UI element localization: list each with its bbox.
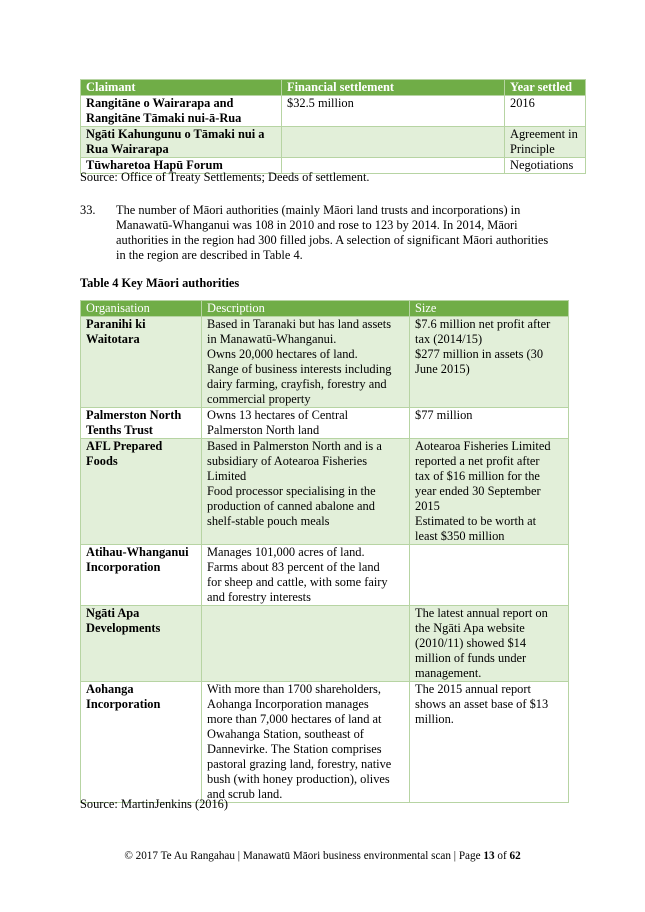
table-row <box>81 127 586 158</box>
cell-text: Aotearoa Fisheries Limited <box>415 439 551 453</box>
organisation-cell <box>81 439 202 545</box>
cell-text: more than 7,000 hectares of land at <box>207 712 382 726</box>
cell-text: year ended 30 September <box>415 484 541 498</box>
cell-text: June 2015) <box>415 362 470 376</box>
cell-text: Agreement in <box>510 127 578 141</box>
settlements-source: Source: Office of Treaty Settlements; Deeds of settlement. <box>80 170 370 184</box>
cell-text: Rangitāne o Wairarapa and <box>86 96 234 110</box>
footer-of: of <box>494 850 510 862</box>
paragraph-line: Manawatū-Whanganui was 108 in 2010 and rose to 123 by 2014. In 2014, Māori <box>116 218 518 232</box>
claimant-cell <box>81 96 282 127</box>
table-row <box>81 606 569 682</box>
cell-text: Range of business interests including <box>207 362 392 376</box>
cell-text: Owahanga Station, southeast of <box>207 727 364 741</box>
cell-text: $77 million <box>415 408 473 422</box>
cell-text: shows an asset base of $13 <box>415 697 549 711</box>
cell-text: Negotiations <box>510 158 574 172</box>
cell-text: million of funds under <box>415 651 527 665</box>
description-cell <box>202 439 410 545</box>
cell-text: AFL Prepared <box>86 439 163 453</box>
table-caption: Table 4 Key Māori authorities <box>80 276 240 290</box>
cell-text: With more than 1700 shareholders, <box>207 682 381 696</box>
organisation-cell <box>81 545 202 606</box>
cell-text: million. <box>415 712 454 726</box>
table-row <box>81 317 569 408</box>
cell-text: reported a net profit after <box>415 454 540 468</box>
cell-text: 2016 <box>510 96 535 110</box>
table-row <box>81 682 569 803</box>
paragraph-line: authorities in the region had 300 filled jobs. A selection of significant Māori authorities <box>116 233 549 247</box>
cell-text: shelf-stable pouch meals <box>207 514 330 528</box>
cell-text: dairy farming, crayfish, forestry and <box>207 377 387 391</box>
cell-text: Ngāti Kahungunu o Tāmaki nui a <box>86 127 265 141</box>
table-row <box>81 439 569 545</box>
year-cell <box>505 127 586 158</box>
page-number: 13 <box>483 850 495 862</box>
cell-text: Manages 101,000 acres of land. <box>207 545 365 559</box>
size-cell <box>410 606 569 682</box>
paragraph-line: in the region are described in Table 4. <box>116 248 303 262</box>
cell-text: Rua Wairarapa <box>86 142 169 156</box>
size-cell <box>410 439 569 545</box>
header-financial-settlement: Financial settlement <box>282 80 505 96</box>
description-cell <box>202 408 410 439</box>
cell-text: and forestry interests <box>207 590 311 604</box>
cell-text: least $350 million <box>415 529 505 543</box>
cell-text: Tūwharetoa Hapū Forum <box>86 158 223 172</box>
year-cell <box>505 96 586 127</box>
paragraph-text <box>116 203 576 263</box>
cell-text: in Manawatū-Whanganui. <box>207 332 337 346</box>
settlements-header-row <box>81 80 586 96</box>
organisation-cell <box>81 408 202 439</box>
cell-text: Based in Palmerston North and is a <box>207 439 382 453</box>
cell-text: tax (2014/15) <box>415 332 483 346</box>
header-year-settled: Year settled <box>505 80 586 96</box>
table4-source: Source: MartinJenkins (2016) <box>80 797 228 811</box>
header-claimant: Claimant <box>81 80 282 96</box>
cell-text: Based in Taranaki but has land assets <box>207 317 392 331</box>
description-cell <box>202 317 410 408</box>
cell-text: bush (with honey production), olives <box>207 772 390 786</box>
cell-text: Owns 13 hectares of Central <box>207 408 349 422</box>
cell-text: Ngāti Apa <box>86 606 140 620</box>
page-total: 62 <box>509 850 521 862</box>
cell-text: Incorporation <box>86 697 161 711</box>
cell-text: Aohanga Incorporation manages <box>207 697 369 711</box>
cell-text: The 2015 annual report <box>415 682 531 696</box>
cell-text: for sheep and cattle, with some fairy <box>207 575 388 589</box>
page-footer <box>0 849 645 864</box>
cell-text: commercial property <box>207 392 311 406</box>
header-description: Description <box>202 301 410 317</box>
year-cell <box>505 158 586 174</box>
settlements-table <box>80 79 586 174</box>
cell-text: Owns 20,000 hectares of land. <box>207 347 358 361</box>
table-row <box>81 545 569 606</box>
financial-cell <box>282 127 505 158</box>
cell-text: Dannevirke. The Station comprises <box>207 742 382 756</box>
key-maori-authorities-table <box>80 300 569 803</box>
cell-text: The latest annual report on <box>415 606 548 620</box>
cell-text: $7.6 million net profit after <box>415 317 551 331</box>
table-row <box>81 96 586 127</box>
organisation-cell <box>81 606 202 682</box>
size-cell <box>410 317 569 408</box>
cell-text: Rangitāne Tāmaki nui-ā-Rua <box>86 111 242 125</box>
cell-text: and scrub land. <box>207 787 283 801</box>
financial-cell: $32.5 million <box>282 96 505 127</box>
cell-text: management. <box>415 666 482 680</box>
footer-text: © 2017 Te Au Rangahau | Manawatū Māori business environmental scan | Page <box>124 850 484 862</box>
cell-text: tax of $16 million for the <box>415 469 540 483</box>
cell-text: Palmerston North land <box>207 423 320 437</box>
cell-text: pastoral grazing land, forestry, native <box>207 757 392 771</box>
size-cell <box>410 682 569 803</box>
cell-text: the Ngāti Apa website <box>415 621 525 635</box>
organisation-cell <box>81 317 202 408</box>
paragraph-number: 33. <box>80 203 96 217</box>
cell-text: Foods <box>86 454 118 468</box>
description-cell <box>202 682 410 803</box>
cell-text: Tenths Trust <box>86 423 153 437</box>
cell-text: Aohanga <box>86 682 134 696</box>
description-cell <box>202 606 410 682</box>
cell-text: Farms about 83 percent of the land <box>207 560 380 574</box>
cell-text: Principle <box>510 142 555 156</box>
cell-text: Food processor specialising in the <box>207 484 376 498</box>
cell-text: Waitotara <box>86 332 140 346</box>
size-cell <box>410 408 569 439</box>
organisation-cell <box>81 682 202 803</box>
cell-text: Developments <box>86 621 161 635</box>
header-size: Size <box>410 301 569 317</box>
cell-text: Atihau-Whanganui <box>86 545 189 559</box>
cell-text: production of canned abalone and <box>207 499 375 513</box>
table4-header-row <box>81 301 569 317</box>
table-row <box>81 408 569 439</box>
cell-text: Paranihi ki <box>86 317 146 331</box>
cell-text: Incorporation <box>86 560 161 574</box>
description-cell <box>202 545 410 606</box>
claimant-cell <box>81 127 282 158</box>
header-organisation: Organisation <box>81 301 202 317</box>
cell-text: Palmerston North <box>86 408 182 422</box>
paragraph-line: The number of Māori authorities (mainly Māori land trusts and incorporations) in <box>116 203 521 217</box>
size-cell <box>410 545 569 606</box>
cell-text: 2015 <box>415 499 440 513</box>
cell-text: subsidiary of Aotearoa Fisheries <box>207 454 368 468</box>
cell-text: Estimated to be worth at <box>415 514 537 528</box>
cell-text: Limited <box>207 469 247 483</box>
cell-text: $277 million in assets (30 <box>415 347 544 361</box>
cell-text: (2010/11) showed $14 <box>415 636 527 650</box>
